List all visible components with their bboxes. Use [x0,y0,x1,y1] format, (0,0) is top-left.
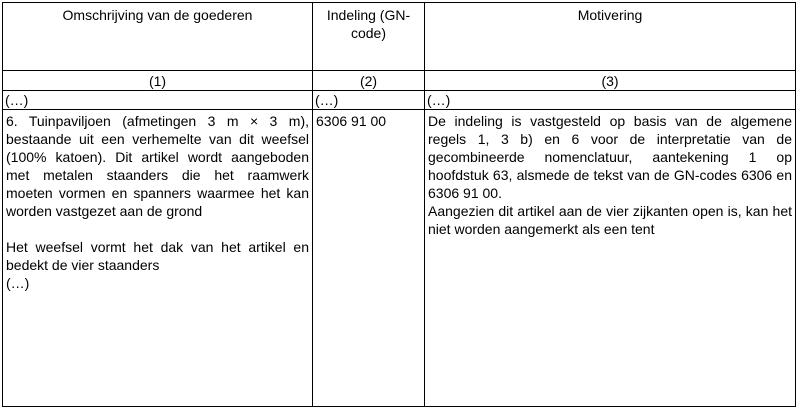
classification-table [2,2,796,407]
paragraph-gap [6,220,309,238]
ellipsis-row [3,91,796,110]
header-gn-code: Indeling (GN-code) [313,3,425,71]
motivation-paragraph-2: Aangezien dit artikel aan de vier zijkanten open is, kan het niet worden aangemerkt als een tent [428,203,792,237]
column-number-1: (1) [3,71,313,91]
table-row [3,110,796,407]
motivation-cell [425,110,796,407]
description-cell [3,110,313,407]
description-paragraph-1: 6. Tuinpaviljoen (afmetingen 3 m × 3 m), bestaande uit een verhemelte van dit weefsel (100% katoen). Dit artikel wordt aangeboden met metalen staanders die het raamwerk moeten vormen en spanners waarmee het kan worden vastgezet aan de grond [6,113,309,219]
description-paragraph-2: Het weefsel vormt het dak van het artikel en bedekt de vier staanders [6,239,309,273]
header-description: Omschrijving van de goederen [3,3,313,71]
ellipsis-1: (…) [3,91,313,110]
column-number-row [3,71,796,91]
header-row [3,3,796,71]
motivation-paragraph-1: De indeling is vastgesteld op basis van de algemene regels 1, 3 b) en 6 voor de interpretatie van de gecombineerde nomenclatuur, aantekening 1 op hoofdstuk 63, alsmede de tekst van de GN-codes 6306 en 6306 91 00. [428,113,792,201]
ellipsis-2: (…) [313,91,425,110]
gn-code-cell: 6306 91 00 [313,110,425,407]
column-number-2: (2) [313,71,425,91]
header-motivation: Motivering [425,3,796,71]
column-number-3: (3) [425,71,796,91]
description-ellipsis: (…) [6,275,30,291]
ellipsis-3: (…) [425,91,796,110]
